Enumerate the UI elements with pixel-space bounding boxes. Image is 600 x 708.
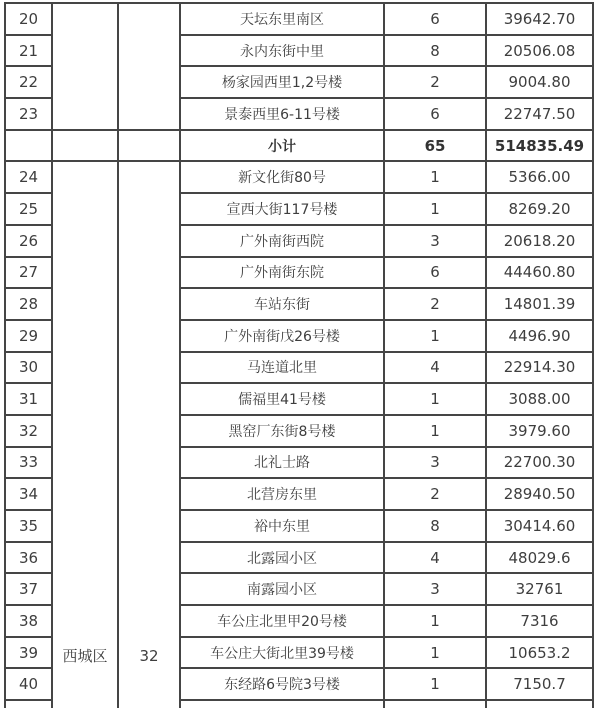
row-number-cell: 21 [5, 35, 52, 67]
area-value-cell: 22700.30 [486, 447, 593, 479]
unit-count-cell: 1 [384, 383, 486, 415]
row-number-cell: 20 [5, 3, 52, 35]
area-value-cell: 14801.39 [486, 288, 593, 320]
row-number-cell: 24 [5, 161, 52, 193]
row-number-cell: 29 [5, 320, 52, 352]
row-number-cell: 36 [5, 542, 52, 574]
building-name-cell: 东经路6号院3号楼 [180, 668, 384, 700]
row-number-cell: 32 [5, 415, 52, 447]
area-value-cell: 48029.6 [486, 542, 593, 574]
district-label: 西城区 [62, 647, 108, 666]
unit-count-cell: 4 [384, 352, 486, 384]
unit-count-cell: 2 [384, 288, 486, 320]
row-number-cell: 25 [5, 193, 52, 225]
unit-count-cell: 6 [384, 257, 486, 289]
row-number-cell: 31 [5, 383, 52, 415]
unit-count-cell: 1 [384, 161, 486, 193]
unit-count-cell: 3 [384, 573, 486, 605]
building-name-cell: 车公庄北里甲20号楼 [180, 605, 384, 637]
table-row [5, 130, 593, 162]
area-value-cell: 30414.60 [486, 510, 593, 542]
unit-count-cell: 2 [384, 66, 486, 98]
unit-count-cell: 1 [384, 320, 486, 352]
building-name-cell: 广外南街戊26号楼 [180, 320, 384, 352]
area-value-cell: 9004.80 [486, 66, 593, 98]
district-cell [52, 161, 118, 708]
building-name-cell: 新文化街80号 [180, 161, 384, 193]
area-value-cell: 5366.00 [486, 161, 593, 193]
area-value-cell: 3088.00 [486, 383, 593, 415]
area-value-cell: 7150.7 [486, 668, 593, 700]
building-name-cell: 北露园小区 [180, 542, 384, 574]
area-value-cell: 3979.60 [486, 415, 593, 447]
area-value-cell: 10653.2 [486, 637, 593, 669]
row-number-cell: 30 [5, 352, 52, 384]
building-name-cell: 南露园小区 [180, 573, 384, 605]
unit-count-cell: 1 [384, 668, 486, 700]
unit-count-cell: 3 [384, 225, 486, 257]
district-count-cell [118, 3, 180, 130]
building-name-cell: 北礼士路 [180, 447, 384, 479]
unit-count-cell: 6 [384, 98, 486, 130]
area-value-cell: 20618.20 [486, 225, 593, 257]
building-name-cell: 儒福里41号楼 [180, 383, 384, 415]
row-number-cell: 38 [5, 605, 52, 637]
district-count-cell [118, 130, 180, 162]
table-row [5, 161, 593, 193]
area-value-cell: 44460.80 [486, 257, 593, 289]
subtotal-count-cell: 65 [384, 130, 486, 162]
unit-count-cell: 1 [384, 415, 486, 447]
subtotal-value-cell: 514835.49 [486, 130, 593, 162]
subtotal-label-cell: 小计 [180, 130, 384, 162]
building-name-cell: 广外南街西院 [180, 225, 384, 257]
unit-count-cell: 3 [384, 447, 486, 479]
area-value-cell: 39642.70 [486, 3, 593, 35]
row-number-cell: 23 [5, 98, 52, 130]
row-number-cell [5, 700, 52, 708]
unit-count-cell: 2 [384, 478, 486, 510]
unit-count-cell: 4 [384, 542, 486, 574]
unit-count-cell: 8 [384, 510, 486, 542]
area-value-cell: 22747.50 [486, 98, 593, 130]
unit-count-cell: 1 [384, 637, 486, 669]
building-name-cell: 永内东街中里 [180, 35, 384, 67]
row-number-cell: 35 [5, 510, 52, 542]
building-name-cell: 车站东街 [180, 288, 384, 320]
row-number-cell: 40 [5, 668, 52, 700]
area-value-cell: 22914.30 [486, 352, 593, 384]
row-number-cell: 33 [5, 447, 52, 479]
area-value-cell: 7316 [486, 605, 593, 637]
table-body [5, 3, 593, 708]
district-cell [52, 130, 118, 162]
area-value-cell: 8269.20 [486, 193, 593, 225]
area-value-cell: 28940.50 [486, 478, 593, 510]
building-name-cell: 车公庄大街北里39号楼 [180, 637, 384, 669]
unit-count-cell [384, 700, 486, 708]
building-name-cell: 裕中东里 [180, 510, 384, 542]
building-name-cell [180, 700, 384, 708]
building-name-cell: 宣西大街117号楼 [180, 193, 384, 225]
row-number-cell: 39 [5, 637, 52, 669]
area-value-cell [486, 700, 593, 708]
district-count-cell [118, 161, 180, 708]
building-name-cell: 天坛东里南区 [180, 3, 384, 35]
buildings-table [4, 2, 594, 708]
building-name-cell: 北营房东里 [180, 478, 384, 510]
table-row [5, 3, 593, 35]
building-name-cell: 黑窑厂东街8号楼 [180, 415, 384, 447]
row-number-cell: 22 [5, 66, 52, 98]
row-number-cell [5, 130, 52, 162]
district-cell [52, 3, 118, 130]
area-value-cell: 20506.08 [486, 35, 593, 67]
building-name-cell: 杨家园西里1,2号楼 [180, 66, 384, 98]
building-name-cell: 广外南街东院 [180, 257, 384, 289]
unit-count-cell: 1 [384, 193, 486, 225]
area-value-cell: 32761 [486, 573, 593, 605]
row-number-cell: 28 [5, 288, 52, 320]
building-name-cell: 马连道北里 [180, 352, 384, 384]
unit-count-cell: 8 [384, 35, 486, 67]
unit-count-cell: 1 [384, 605, 486, 637]
unit-count-cell: 6 [384, 3, 486, 35]
district-count-label: 32 [139, 647, 159, 666]
row-number-cell: 26 [5, 225, 52, 257]
row-number-cell: 27 [5, 257, 52, 289]
area-value-cell: 4496.90 [486, 320, 593, 352]
row-number-cell: 34 [5, 478, 52, 510]
row-number-cell: 37 [5, 573, 52, 605]
building-name-cell: 景泰西里6-11号楼 [180, 98, 384, 130]
